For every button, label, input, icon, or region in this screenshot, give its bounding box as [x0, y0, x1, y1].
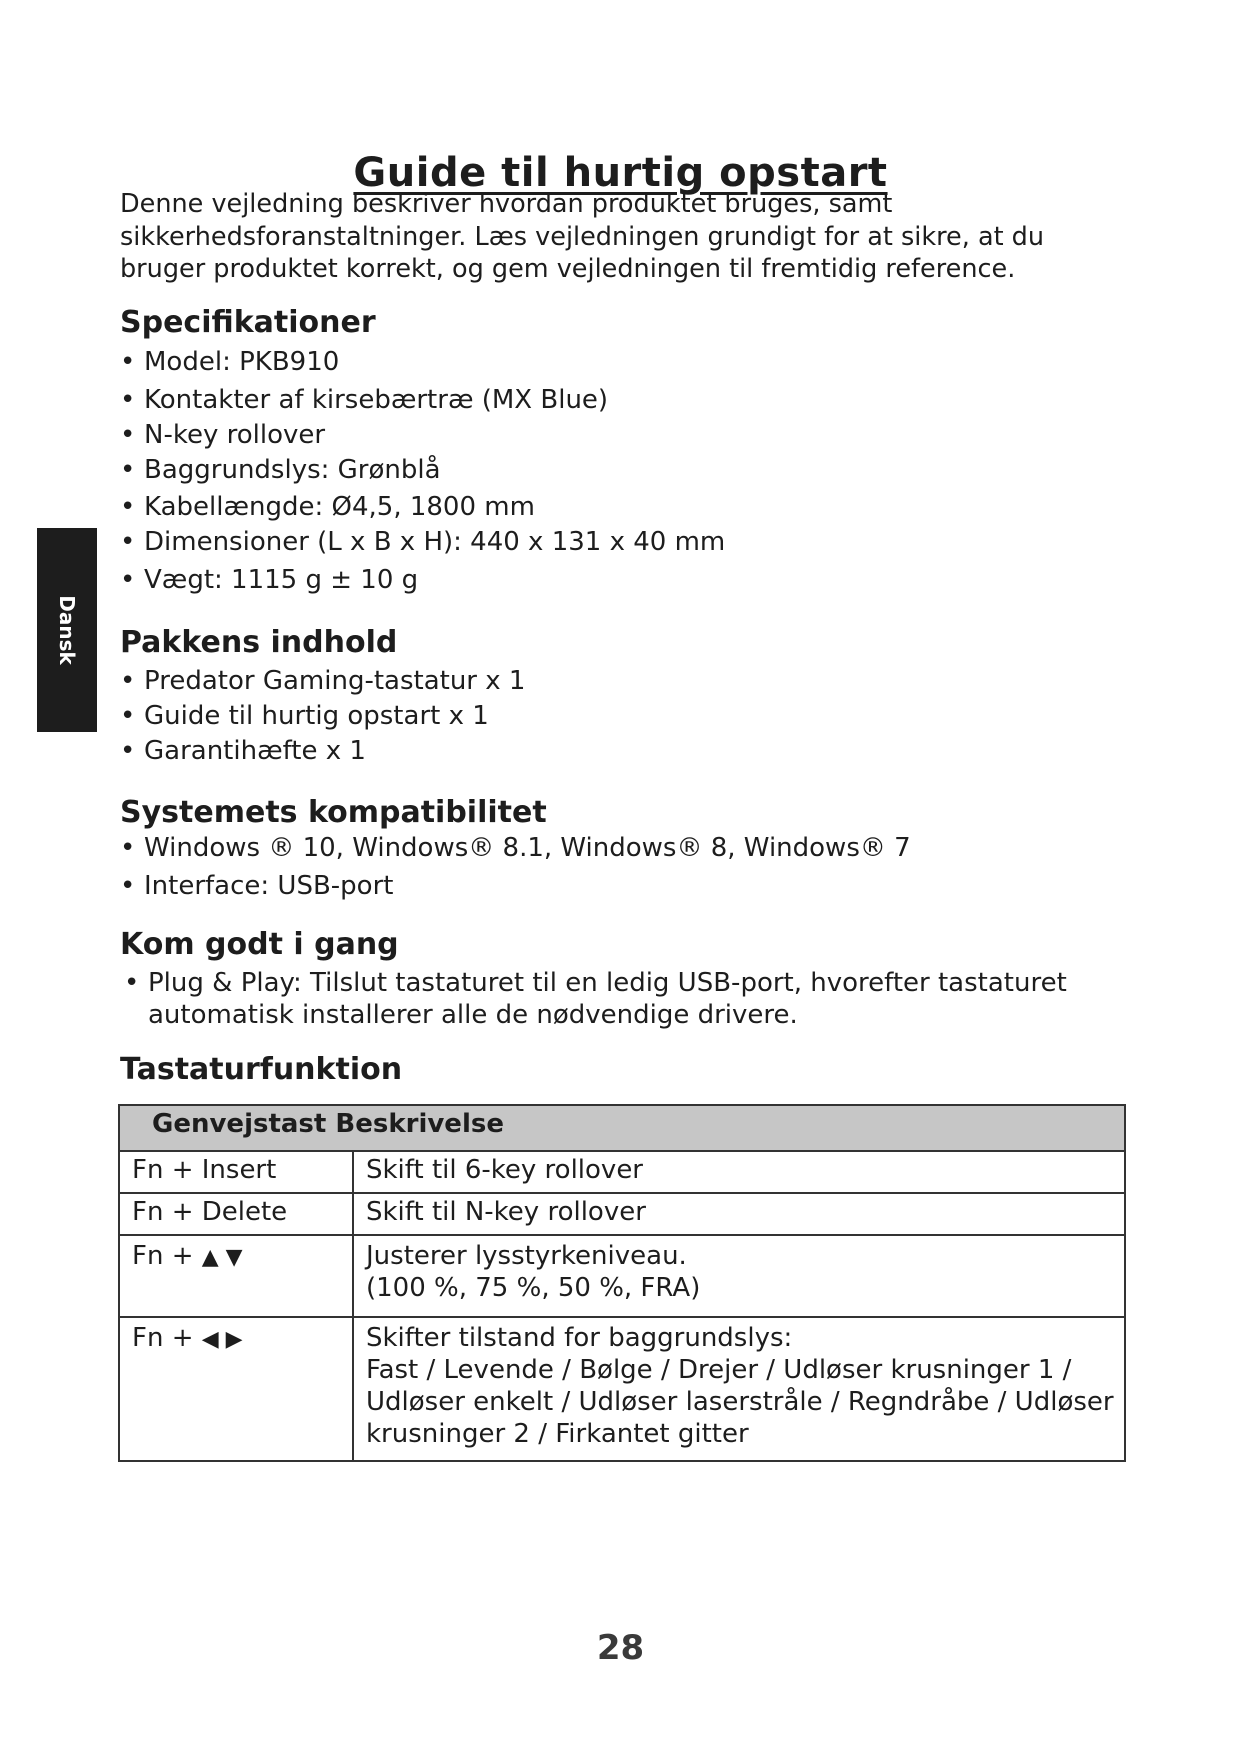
- table-header: Genvejstast Beskrivelse: [119, 1105, 1125, 1151]
- table-row: [119, 1235, 1125, 1317]
- list-item: • Windows ® 10, Windows® 8.1, Windows® 8, Windows® 7: [120, 833, 911, 863]
- package-heading: Pakkens indhold: [120, 625, 398, 660]
- page-number: 28: [596, 1628, 645, 1668]
- language-label: Dansk: [55, 595, 79, 665]
- intro-paragraph: Denne vejledning beskriver hvordan produktet bruges, samt sikkerhedsforanstaltninger. Læs vejledningen grundigt for at sikre, at du bruger produktet korrekt, og gem vejledningen til fremtidig reference.: [120, 189, 1045, 284]
- list-item: • Model: PKB910: [120, 347, 340, 377]
- list-item: • Vægt: 1115 g ± 10 g: [120, 565, 419, 595]
- language-side-tab: [37, 528, 97, 732]
- getting-started-heading: Kom godt i gang: [120, 927, 399, 962]
- list-item: • Garantihæfte x 1: [120, 736, 366, 766]
- shortcut-key: Fn + Insert: [119, 1151, 353, 1193]
- compat-heading: Systemets kompatibilitet: [120, 795, 547, 830]
- specs-heading: Specifikationer: [120, 305, 376, 340]
- table-row: [119, 1193, 1125, 1235]
- shortcut-table: [118, 1104, 1126, 1462]
- list-item: • N-key rollover: [120, 420, 326, 450]
- shortcut-key: Fn + ▲ ▼: [119, 1235, 353, 1317]
- shortcut-key: Fn + Delete: [119, 1193, 353, 1235]
- page-title: Guide til hurtig opstart: [353, 149, 888, 196]
- shortcut-description: Skift til 6-key rollover: [353, 1151, 1125, 1193]
- left-right-arrows-icon: ◀ ▶: [201, 1327, 243, 1352]
- shortcut-description: Justerer lysstyrkeniveau. (100 %, 75 %, 50 %, FRA): [353, 1235, 1125, 1317]
- list-item: • Baggrundslys: Grønblå: [120, 455, 441, 485]
- list-item: • Guide til hurtig opstart x 1: [120, 701, 489, 731]
- list-item: • Kabellængde: Ø4,5, 1800 mm: [120, 492, 535, 522]
- shortcut-description: Skifter tilstand for baggrundslys: Fast / Levende / Bølge / Drejer / Udløser krusninger 1 / Udløser enkelt / Udløser laserstråle / Regndråbe / Udløser krusninger 2 / Firkantet gitter: [353, 1317, 1125, 1461]
- table-row: [119, 1151, 1125, 1193]
- shortcut-description: Skift til N-key rollover: [353, 1193, 1125, 1235]
- shortcut-key: Fn + ◀ ▶: [119, 1317, 353, 1461]
- list-item: • Dimensioner (L x B x H): 440 x 131 x 40 mm: [120, 527, 726, 557]
- table-row: [119, 1317, 1125, 1461]
- up-down-arrows-icon: ▲ ▼: [201, 1245, 243, 1270]
- list-item: • Plug & Play: Tilslut tastaturet til en ledig USB-port, hvorefter tastaturet automatisk installerer alle de nødvendige drivere.: [124, 968, 1067, 1030]
- list-item: • Predator Gaming-tastatur x 1: [120, 666, 526, 696]
- list-item: • Kontakter af kirsebærtræ (MX Blue): [120, 385, 609, 415]
- keyboard-heading: Tastaturfunktion: [120, 1052, 403, 1087]
- list-item: • Interface: USB-port: [120, 871, 394, 901]
